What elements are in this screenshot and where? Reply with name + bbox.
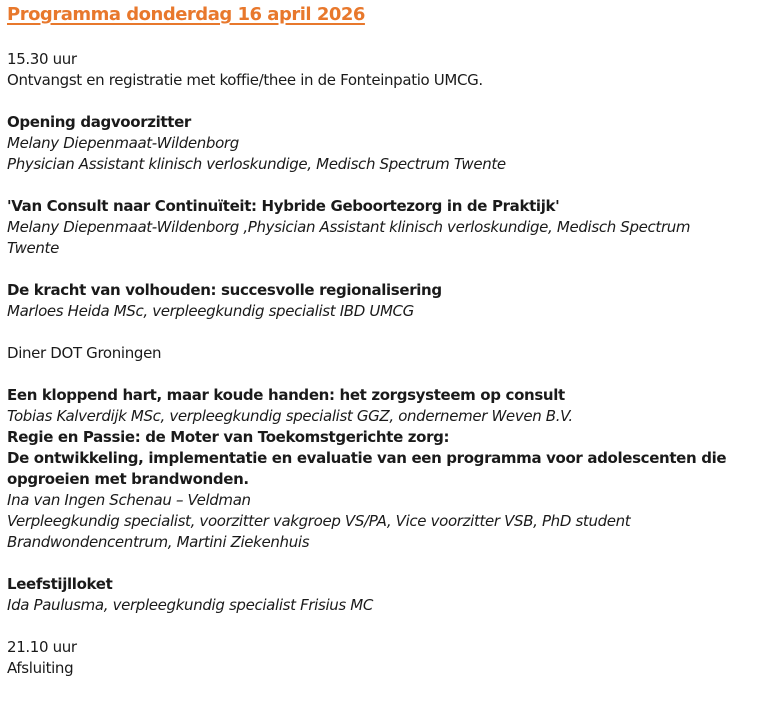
talk1-speaker: Melany Diepenmaat-Wildenborg ,Physician Assistant klinisch verloskundige, Medisch Spectrum Twente [7, 218, 691, 257]
dinner-text: Diner DOT Groningen [7, 344, 162, 362]
closing-time: 21.10 uur [7, 638, 77, 656]
talk1-heading: 'Van Consult naar Continuïteit: Hybride Geboortezorg in de Praktijk' [7, 197, 560, 215]
talk4-heading-1: Regie en Passie: de Moter van Toekomstgerichte zorg: [7, 428, 450, 446]
talk4-speaker: Ina van Ingen Schenau – Veldman [7, 491, 251, 509]
talk4-role: Verpleegkundig specialist, voorzitter vakgroep VS/PA, Vice voorzitter VSB, PhD student Brandwondencentrum, Martini Ziekenhuis [7, 512, 631, 551]
talk3-speaker: Tobias Kalverdijk MSc, verpleegkundig specialist GGZ, ondernemer Weven B.V. [7, 407, 573, 425]
intro-block [7, 49, 763, 91]
talk5-speaker: Ida Paulusma, verpleegkundig specialist Frisius MC [7, 596, 374, 614]
dinner-block [7, 343, 763, 364]
intro-time: 15.30 uur [7, 50, 77, 68]
closing-text: Afsluiting [7, 659, 74, 677]
opening-heading: Opening dagvoorzitter [7, 113, 191, 131]
talk4-block [7, 427, 763, 553]
talk2-speaker: Marloes Heida MSc, verpleegkundig specialist IBD UMCG [7, 302, 414, 320]
program-title-link[interactable]: Programma donderdag 16 april 2026 [7, 4, 365, 25]
talk1-block [7, 196, 763, 259]
opening-speaker: Melany Diepenmaat-Wildenborg [7, 134, 239, 152]
opening-block [7, 112, 763, 175]
talk4-heading-2: De ontwikkeling, implementatie en evaluatie van een programma voor adolescenten die opgroeien met brandwonden. [7, 449, 727, 488]
closing-block [7, 637, 763, 679]
talk2-block [7, 280, 763, 322]
talk5-heading: Leefstijlloket [7, 575, 113, 593]
intro-text: Ontvangst en registratie met koffie/thee in de Fonteinpatio UMCG. [7, 71, 483, 89]
talk3-heading: Een kloppend hart, maar koude handen: het zorgsysteem op consult [7, 386, 565, 404]
talk3-block [7, 385, 763, 427]
talk5-block [7, 574, 763, 616]
opening-role: Physician Assistant klinisch verloskundige, Medisch Spectrum Twente [7, 155, 506, 173]
talk2-heading: De kracht van volhouden: succesvolle regionalisering [7, 281, 442, 299]
